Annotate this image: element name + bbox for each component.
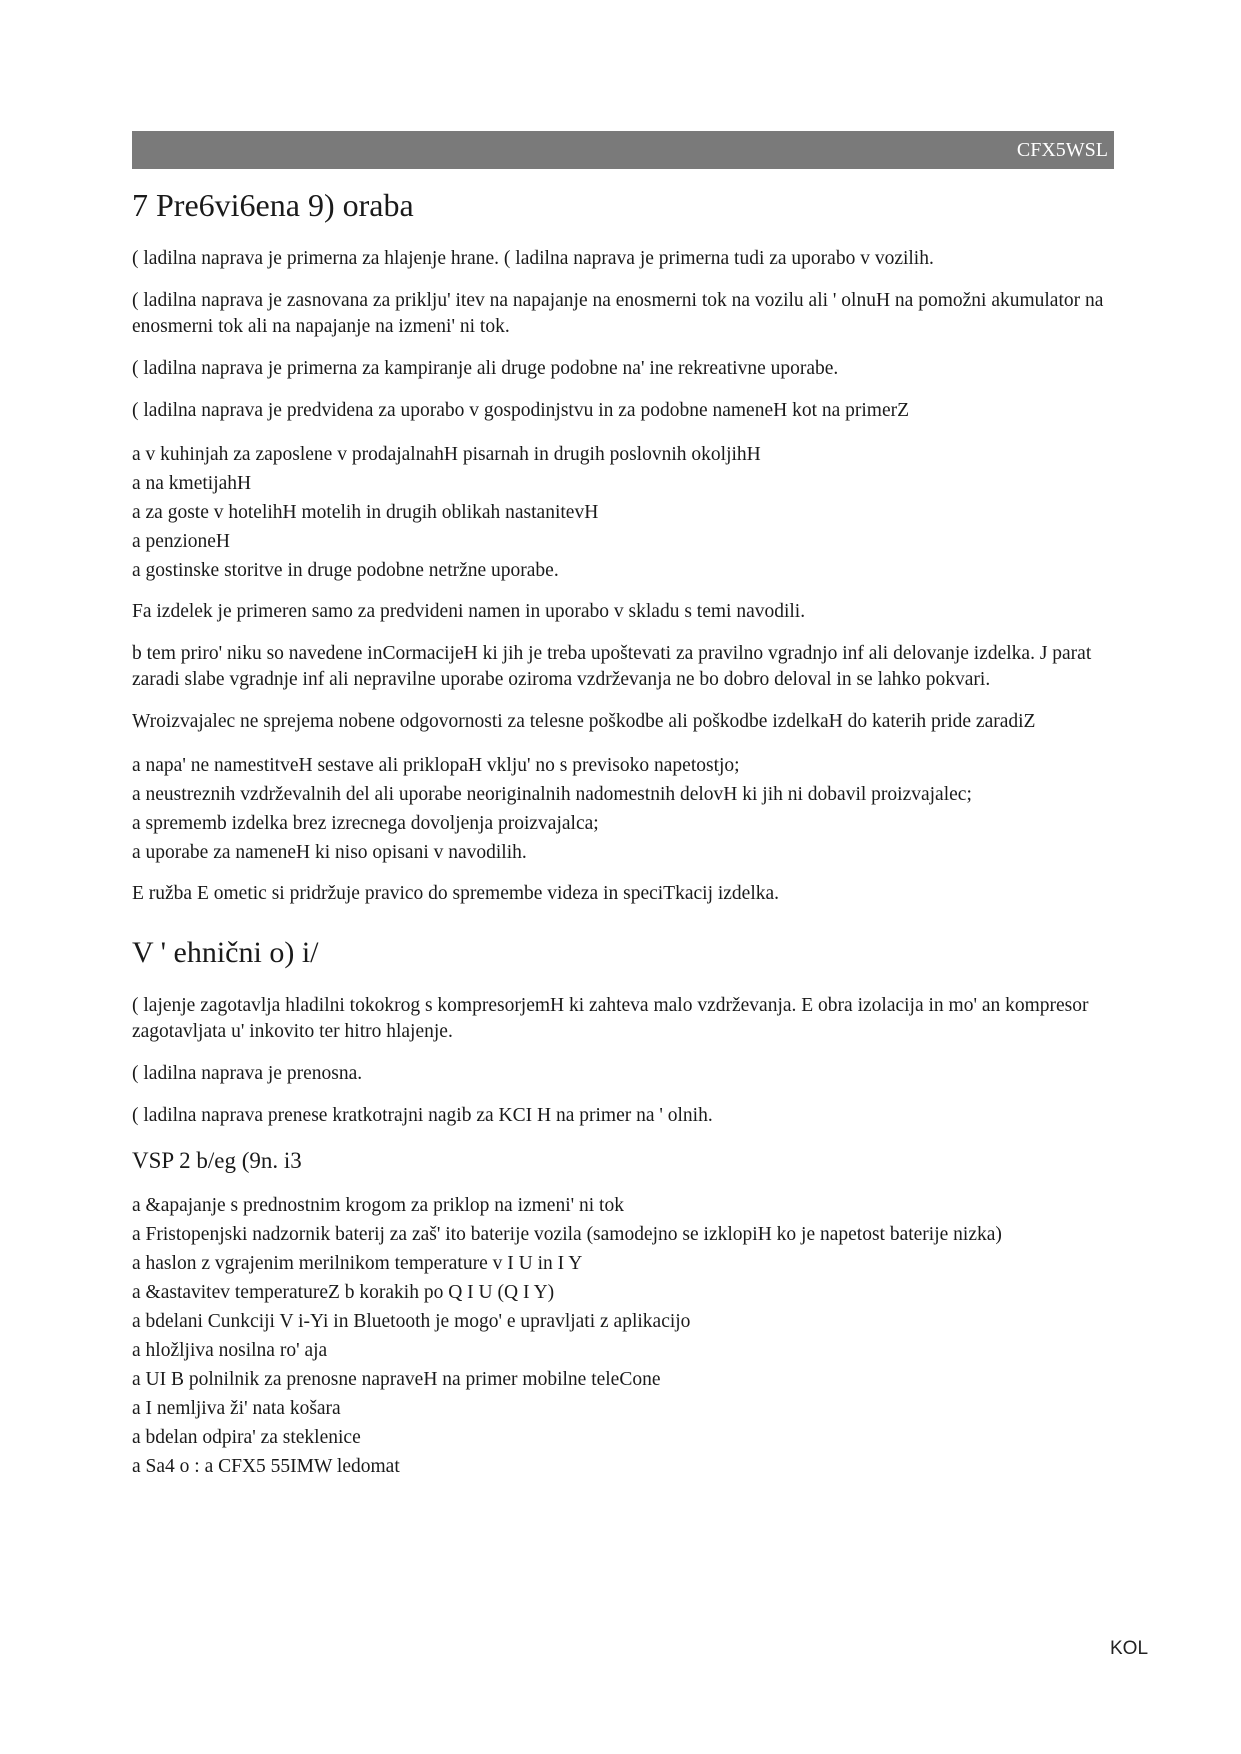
page-content — [132, 180, 1112, 1495]
paragraph: ( ladilna naprava je zasnovana za priklju' itev na napajanje na enosmerni tok na vozilu ali ' olnuH na pomožni akumulator na enosmerni tok ali na napajanje na izmeni' ni tok. — [132, 290, 1104, 338]
uses-list — [132, 440, 1112, 585]
paragraph: ( ladilna naprava je primerna za kampiranje ali druge podobne na' ine rekreativne uporabe. — [132, 358, 839, 380]
paragraph: ( ladilna naprava je primerna za hlajenje hrane. ( ladilna naprava je primerna tudi za uporabo v vozilih. — [132, 248, 934, 270]
list-item: a I nemljiva ži' nata košara — [132, 1397, 341, 1419]
list-item: a bdelani Cunkciji V i-Yi in Bluetooth je mogo' e upravljati z aplikacijo — [132, 1310, 691, 1332]
subsection-title-features: VSP 2 b/eg (9n. i3 — [132, 1148, 302, 1174]
list-item: a za goste v hotelihH motelih in drugih oblikah nastanitevH — [132, 502, 599, 524]
page-number: KOL — [1110, 1638, 1149, 1659]
liability-causes-list — [132, 751, 1112, 867]
paragraph: ( lajenje zagotavlja hladilni tokokrog s kompresorjemH ki zahteva malo vzdrževanja. E obra izolacija in mo' an kompresor zagotavljata u' inkovito ter hitro hlajenje. — [132, 995, 1089, 1043]
list-item: a napa' ne namestitveH sestave ali priklopaH vklju' no s previsoko napetostjo; — [132, 755, 740, 777]
features-list — [132, 1191, 1112, 1481]
paragraph: E ružba E ometic si pridržuje pravico do spremembe videza in speciTkacij izdelka. — [132, 883, 780, 905]
list-item: a neustreznih vzdrževalnih del ali uporabe neoriginalnih nadomestnih delovH ki jih ni dobavil proizvajalec; — [132, 784, 972, 806]
paragraph: Fa izdelek je primeren samo za predvideni namen in uporabo v skladu s temi navodili. — [132, 601, 806, 623]
model-label: CFX5WSL — [1016, 138, 1108, 161]
paragraph: ( ladilna naprava je prenosna. — [132, 1063, 363, 1085]
list-item: a bdelan odpira' za steklenice — [132, 1426, 361, 1448]
list-item: a &apajanje s prednostnim krogom za priklop na izmeni' ni tok — [132, 1194, 624, 1216]
paragraph: Wroizvajalec ne sprejema nobene odgovornosti za telesne poškodbe ali poškodbe izdelkaH do katerih pride zaradiZ — [132, 711, 1036, 733]
list-item: a na kmetijahH — [132, 473, 252, 495]
paragraph: ( ladilna naprava je predvidena za uporabo v gospodinjstvu in za podobne nameneH kot na primerZ — [132, 400, 910, 422]
list-item: a penzioneH — [132, 531, 230, 553]
paragraph: b tem priro' niku so navedene inCormacijeH ki jih je treba upoštevati za pravilno vgradnjo inf ali delovanje izdelka. J parat zaradi slabe vgradnje inf ali nepravilne uporabe oziroma vzdrževanja ne bo dobro deloval in se lahko pokvari. — [132, 643, 1092, 691]
header-bar — [132, 131, 1114, 169]
list-item: a v kuhinjah za zaposlene v prodajalnahH pisarnah in drugih poslovnih okoljihH — [132, 444, 761, 466]
list-item: a &astavitev temperatureZ b korakih po Q I U (Q I Y) — [132, 1281, 555, 1303]
list-item: a sprememb izdelka brez izrecnega dovoljenja proizvajalca; — [132, 813, 599, 835]
list-item: a Fristopenjski nadzornik baterij za zaš' ito baterije vozila (samodejno se izklopiH ko je napetost baterije nizka) — [132, 1223, 1002, 1245]
list-item: a uporabe za nameneH ki niso opisani v navodilih. — [132, 842, 527, 864]
list-item: a Sa4 o : a CFX5 55IMW ledomat — [132, 1455, 400, 1477]
list-item: a haslon z vgrajenim merilnikom temperature v I U in I Y — [132, 1252, 583, 1274]
section-title-technical-description: V ' ehnični o) i/ — [132, 936, 319, 970]
list-item: a hložljiva nosilna ro' aja — [132, 1339, 328, 1361]
list-item: a UI B polnilnik za prenosne napraveH na primer mobilne teleCone — [132, 1368, 661, 1390]
section-title-intended-use: 7 Pre6vi6ena 9) oraba — [132, 187, 414, 223]
paragraph: ( ladilna naprava prenese kratkotrajni nagib za KCI H na primer na ' olnih. — [132, 1105, 713, 1127]
list-item: a gostinske storitve in druge podobne netržne uporabe. — [132, 560, 559, 582]
